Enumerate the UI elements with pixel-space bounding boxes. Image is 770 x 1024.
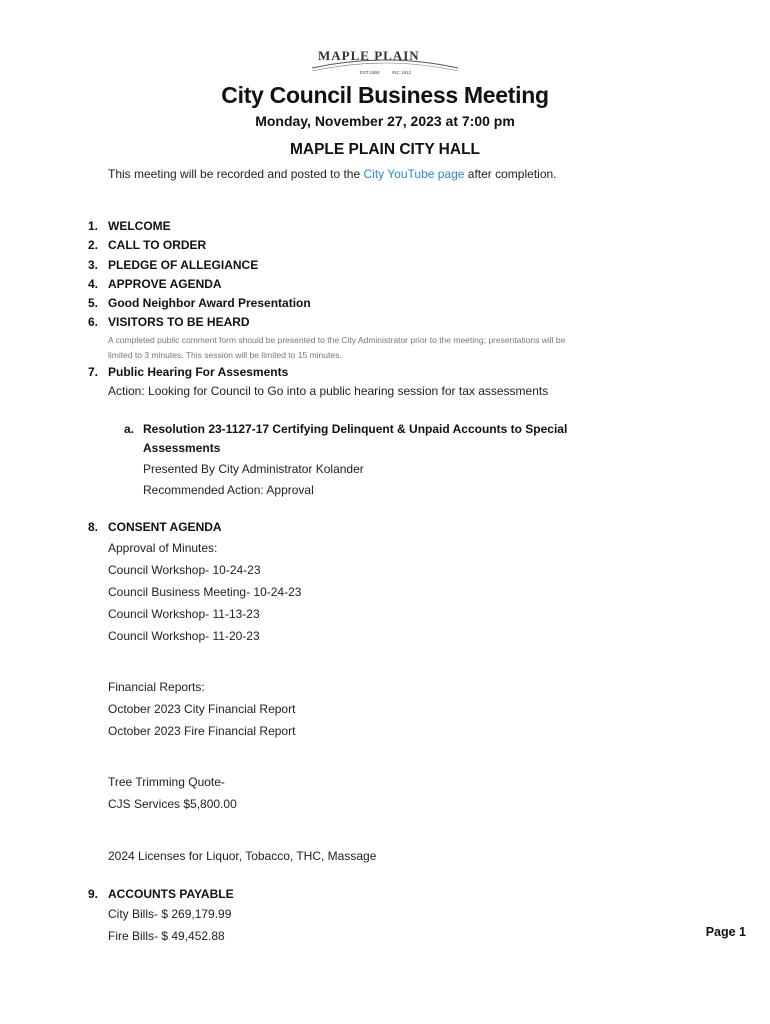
agenda-item-public-hearing <box>88 365 288 379</box>
fire-bills: Fire Bills- $ 49,452.88 <box>108 929 225 943</box>
maple-leaf-logo-graphic <box>310 44 460 78</box>
financial-report-item: October 2023 Fire Financial Report <box>108 724 296 738</box>
item-label: CONSENT AGENDA <box>108 520 222 534</box>
maple-plain-logo <box>310 44 460 78</box>
agenda-item-pledge <box>88 258 258 272</box>
resolution-title-line2: Assessments <box>143 441 221 455</box>
minutes-item: Council Workshop- 11-20-23 <box>108 629 260 643</box>
item-number: 2. <box>88 238 99 252</box>
item-number: 8. <box>88 520 99 534</box>
logo-est: EST.1868 <box>360 70 380 75</box>
resolution-recommended-action: Recommended Action: Approval <box>143 483 314 497</box>
agenda-item-welcome <box>88 219 171 233</box>
page-title: City Council Business Meeting <box>221 82 549 108</box>
item-number: 1. <box>88 219 99 233</box>
financial-reports-header: Financial Reports: <box>108 680 205 694</box>
agenda-item-visitors <box>88 315 250 329</box>
item-number: 4. <box>88 277 99 291</box>
notice-text-pre: This meeting will be recorded and posted to the <box>108 167 364 181</box>
tree-trimming-header: Tree Trimming Quote- <box>108 775 225 789</box>
item-number: 6. <box>88 315 99 329</box>
item-number: 9. <box>88 887 99 901</box>
youtube-link[interactable]: City YouTube page <box>363 167 465 181</box>
item-label: VISITORS TO BE HEARD <box>108 315 250 329</box>
minutes-header: Approval of Minutes: <box>108 541 218 555</box>
agenda-item-consent <box>88 520 222 534</box>
logo-text-left: MAPLE PLAIN <box>318 48 420 63</box>
agenda-item-accounts-payable <box>88 887 234 901</box>
page-number: Page 1 <box>705 925 746 939</box>
city-bills: City Bills- $ 269,179.99 <box>108 907 232 921</box>
resolution-presenter: Presented By City Administrator Kolander <box>143 462 364 476</box>
meeting-location: MAPLE PLAIN CITY HALL <box>289 141 481 158</box>
public-hearing-action: Action: Looking for Council to Go into a public hearing session for tax assessments <box>108 384 549 398</box>
item-number: 5. <box>88 296 99 310</box>
tree-trimming-quote: CJS Services $5,800.00 <box>108 797 237 811</box>
logo-inc: INC.1912 <box>392 70 412 75</box>
meeting-date: Monday, November 27, 2023 at 7:00 pm <box>255 113 515 129</box>
recording-notice <box>108 167 557 181</box>
item-label: Good Neighbor Award Presentation <box>108 296 311 310</box>
item-label: CALL TO ORDER <box>108 238 207 252</box>
licenses-item: 2024 Licenses for Liquor, Tobacco, THC, Massage <box>108 849 377 863</box>
item-label: ACCOUNTS PAYABLE <box>108 887 234 901</box>
financial-report-item: October 2023 City Financial Report <box>108 702 296 716</box>
item-label: Public Hearing For Assesments <box>108 365 289 379</box>
item-label: PLEDGE OF ALLEGIANCE <box>108 258 259 272</box>
minutes-item: Council Business Meeting- 10-24-23 <box>108 585 302 599</box>
agenda-item-approve-agenda <box>88 277 222 291</box>
sub-item-resolution <box>124 422 567 436</box>
item-label: APPROVE AGENDA <box>108 277 222 291</box>
minutes-item: Council Workshop- 11-13-23 <box>108 607 260 621</box>
agenda-item-call-to-order <box>88 238 206 252</box>
visitors-note-line2: limited to 3 minutes. This session will be limited to 15 minutes. <box>108 350 342 360</box>
item-number: 3. <box>88 258 99 272</box>
minutes-item: Council Workshop- 10-24-23 <box>108 563 261 577</box>
sub-item-letter: a. <box>124 422 135 436</box>
item-number: 7. <box>88 365 99 379</box>
item-label: WELCOME <box>108 219 171 233</box>
resolution-title-line1: Resolution 23-1127-17 Certifying Delinquent & Unpaid Accounts to Special <box>143 422 568 436</box>
agenda-item-good-neighbor <box>88 296 311 310</box>
visitors-note-line1: A completed public comment form should be presented to the City Administrator prior to the meeting; presentations will be <box>108 335 566 345</box>
notice-text-post: after completion. <box>464 167 557 181</box>
